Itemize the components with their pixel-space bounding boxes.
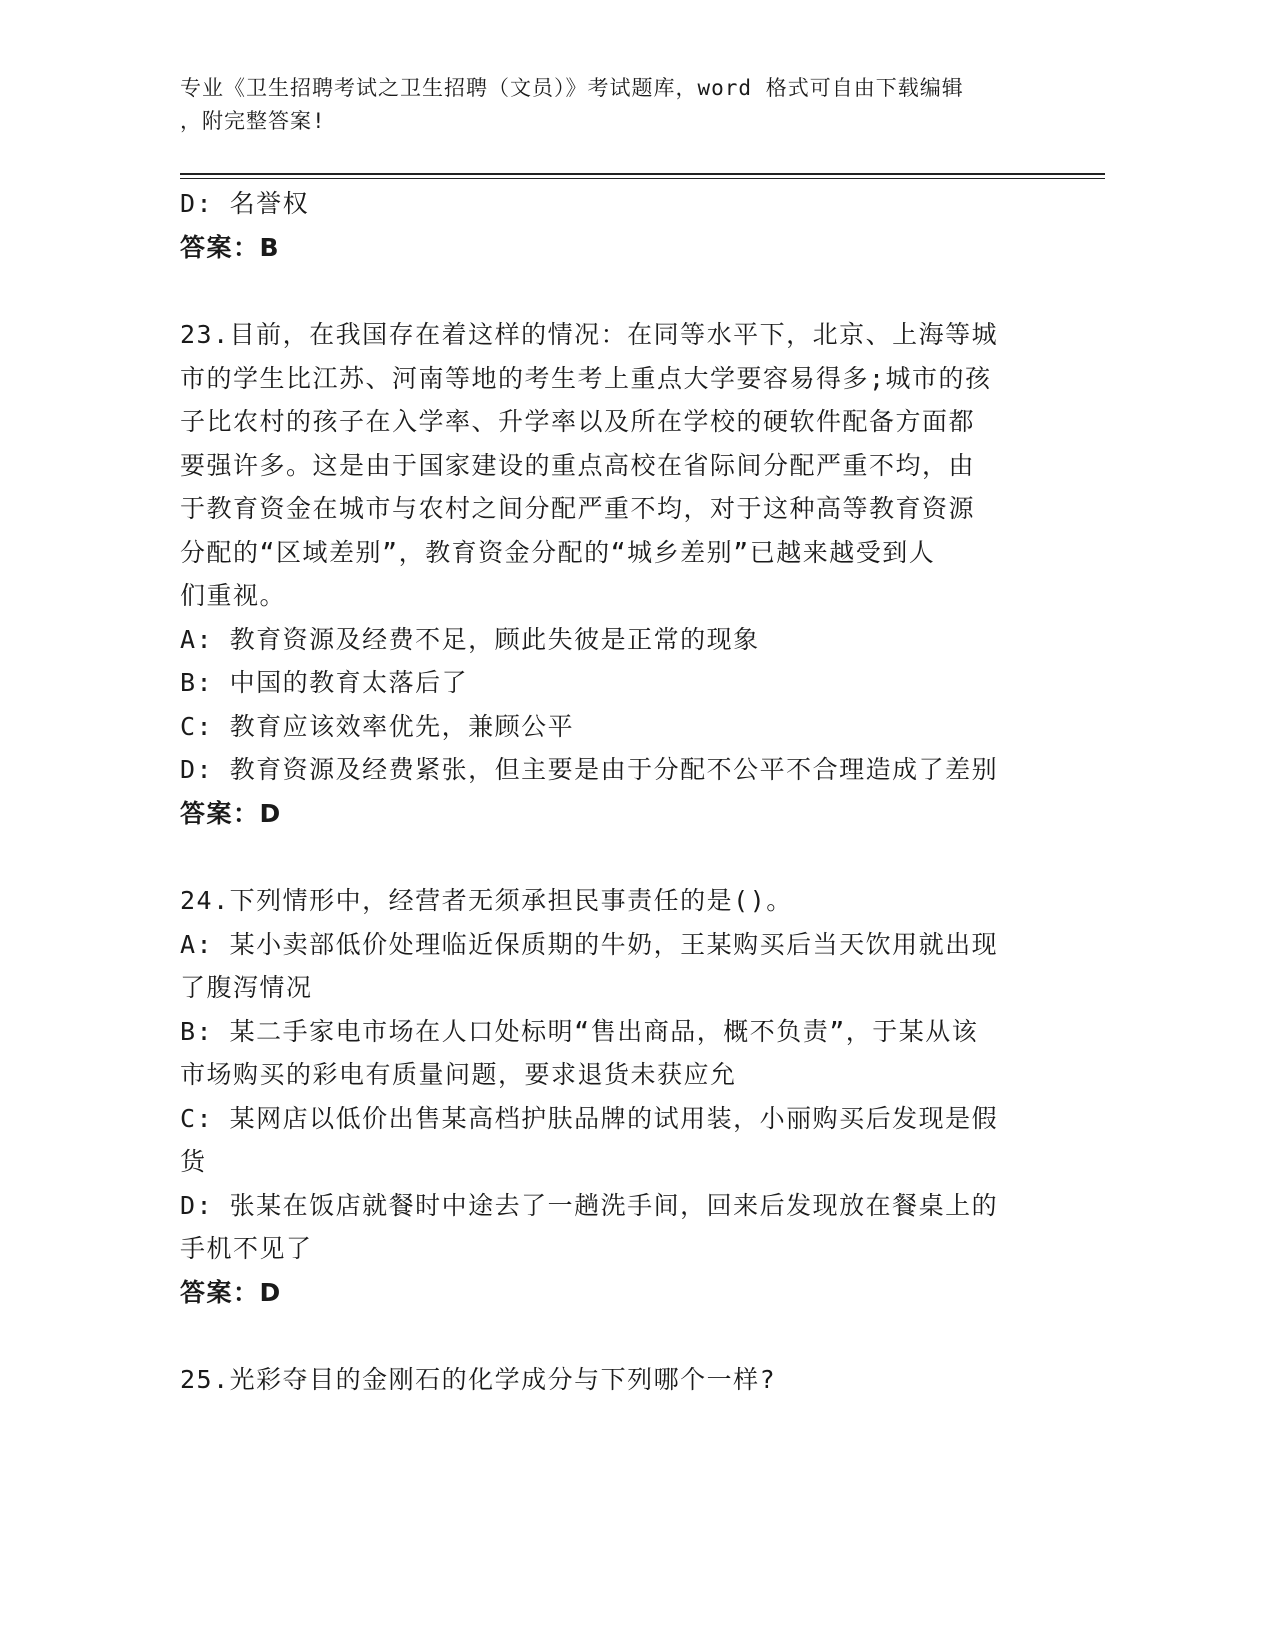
header-line-2: ，附完整答案! xyxy=(180,109,326,133)
question-stem-line: 24.下列情形中，经营者无须承担民事责任的是()。 xyxy=(180,886,793,915)
header-divider-thin xyxy=(180,178,1105,179)
question-23 xyxy=(180,313,1040,835)
question-stem-line: 25.光彩夺目的金刚石的化学成分与下列哪个一样? xyxy=(180,1365,777,1394)
option-b-line: B: 某二手家电市场在人口处标明“售出商品，概不负责”，于某从该 xyxy=(180,1016,979,1046)
spacer xyxy=(180,835,1040,879)
question-stem-line: 于教育资金在城市与农村之间分配严重不均，对于这种高等教育资源 xyxy=(180,494,976,523)
question-stem-line: 分配的“区域差别”，教育资金分配的“城乡差别”已越来越受到人 xyxy=(180,537,936,567)
option-d: D: 教育资源及经费紧张，但主要是由于分配不公平不合理造成了差别 xyxy=(180,755,999,784)
option-d-line: D: 张某在饭店就餐时中途去了一趟洗手间，回来后发现放在餐桌上的 xyxy=(180,1190,999,1220)
question-stem-line: 们重视。 xyxy=(180,581,287,610)
previous-question-tail xyxy=(180,182,1040,269)
option-c: C: 教育应该效率优先，兼顾公平 xyxy=(180,711,575,741)
answer-line: 答案：D xyxy=(180,1277,282,1307)
spacer xyxy=(180,269,1040,313)
option-d-line: 手机不见了 xyxy=(180,1234,313,1263)
option-a: A: 教育资源及经费不足，顾此失彼是正常的现象 xyxy=(180,624,760,654)
question-24 xyxy=(180,879,1040,1314)
question-stem-line: 23.目前，在我国存在着这样的情况：在同等水平下，北京、上海等城 xyxy=(180,320,999,349)
document-header xyxy=(180,72,1060,138)
option-d: D: 名誉权 xyxy=(180,189,310,218)
question-25 xyxy=(180,1358,1040,1402)
spacer xyxy=(180,1314,1040,1358)
option-b: B: 中国的教育太落后了 xyxy=(180,668,469,697)
option-a-line: A: 某小卖部低价处理临近保质期的牛奶，王某购买后当天饮用就出现 xyxy=(180,929,999,959)
question-stem-line: 要强许多。这是由于国家建设的重点高校在省际间分配严重不均，由 xyxy=(180,450,976,480)
option-c-line: C: 某网店以低价出售某高档护肤品牌的试用装，小丽购买后发现是假 xyxy=(180,1103,999,1133)
question-stem-line: 子比农村的孩子在入学率、升学率以及所在学校的硬软件配备方面都 xyxy=(180,407,976,436)
answer-line: 答案：B xyxy=(180,232,281,262)
question-stem-line: 市的学生比江苏、河南等地的考生考上重点大学要容易得多;城市的孩 xyxy=(180,363,992,393)
header-line-1: 专业《卫生招聘考试之卫生招聘（文员）》考试题库，word 格式可自由下载编辑 xyxy=(180,76,964,100)
option-c-line: 货 xyxy=(180,1147,207,1176)
option-b-line: 市场购买的彩电有质量问题，要求退货未获应允 xyxy=(180,1060,737,1089)
document-body xyxy=(180,182,1040,1402)
answer-line: 答案：D xyxy=(180,798,282,828)
header-divider-thick xyxy=(180,173,1105,175)
option-a-line: 了腹泻情况 xyxy=(180,973,313,1002)
